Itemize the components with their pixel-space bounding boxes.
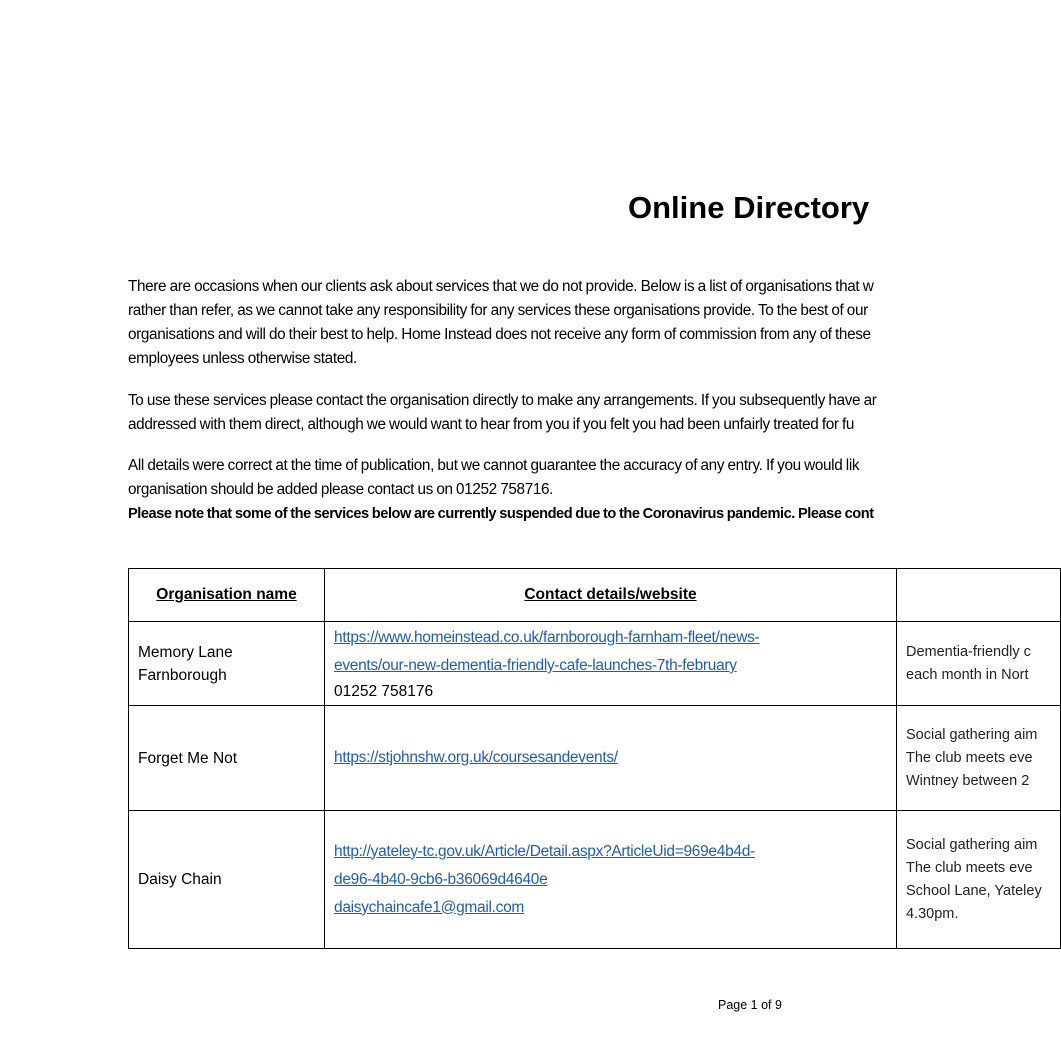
description-line: each month in Nort <box>906 666 1029 683</box>
org-name <box>129 622 325 706</box>
table-row <box>129 622 1061 706</box>
header-contact-details: Contact details/website <box>325 569 897 622</box>
org-name: Forget Me Not <box>129 706 325 811</box>
intro-line: organisations and will do their best to help. Home Instead does not receive any form of commission from any of these <box>128 326 871 343</box>
header-description <box>897 569 1061 622</box>
para3-line: All details were correct at the time of publication, but we cannot guarantee the accuracy of any entry. If you would lik <box>128 457 860 474</box>
org-name-line: Farnborough <box>138 666 227 684</box>
directory-table <box>128 568 1061 949</box>
description-line: Social gathering aim <box>906 836 1038 853</box>
website-link[interactable]: https://stjohnshw.org.uk/coursesandevents/ <box>334 749 618 766</box>
website-link[interactable]: https://www.homeinstead.co.uk/farnborough-farnham-fleet/news- <box>334 629 760 646</box>
description-line: The club meets eve <box>906 859 1033 876</box>
org-name-line: Memory Lane <box>138 643 233 661</box>
description-line: Social gathering aim <box>906 726 1038 743</box>
intro-line: rather than refer, as we cannot take any responsibility for any services these organisations provide. To the best of our <box>128 302 868 319</box>
covid-notice: Please note that some of the services below are currently suspended due to the Coronavirus pandemic. Please cont <box>128 506 874 522</box>
table-row <box>129 811 1061 949</box>
contact-cell <box>325 706 897 811</box>
website-link[interactable]: de96-4b40-9cb6-b36069d4640e <box>334 870 548 888</box>
description-line: School Lane, Yateley <box>906 882 1042 899</box>
email-link[interactable]: daisychaincafe1@gmail.com <box>334 898 525 916</box>
website-link[interactable]: events/our-new-dementia-friendly-cafe-launches-7th-february <box>334 657 737 674</box>
intro-line: employees unless otherwise stated. <box>128 350 357 367</box>
description-cell <box>897 811 1061 949</box>
phone-number: 01252 758176 <box>334 683 434 700</box>
table-header-row <box>129 569 1061 622</box>
page-title: Online Directory <box>628 190 870 225</box>
page-number: Page 1 of 9 <box>718 998 782 1012</box>
description-line: Dementia-friendly c <box>906 643 1031 660</box>
description-line: The club meets eve <box>906 749 1033 766</box>
contact-cell <box>325 811 897 949</box>
website-link[interactable]: http://yateley-tc.gov.uk/Article/Detail.aspx?ArticleUid=969e4b4d- <box>334 842 755 860</box>
description-line: 4.30pm. <box>906 905 959 922</box>
para3-line: organisation should be added please contact us on 01252 758716. <box>128 481 554 498</box>
description-cell <box>897 706 1061 811</box>
header-organisation-name: Organisation name <box>129 569 325 622</box>
contact-cell <box>325 622 897 706</box>
org-name: Daisy Chain <box>129 811 325 949</box>
description-cell <box>897 622 1061 706</box>
intro-line: There are occasions when our clients ask about services that we do not provide. Below is a list of organisations that w <box>128 278 874 295</box>
para2-line: To use these services please contact the organisation directly to make any arrangements. If you subsequently have ar <box>128 392 877 409</box>
table-row <box>129 706 1061 811</box>
description-line: Wintney between 2 <box>906 772 1030 789</box>
para2-line: addressed with them direct, although we would want to hear from you if you felt you had been unfairly treated for fu <box>128 416 855 433</box>
